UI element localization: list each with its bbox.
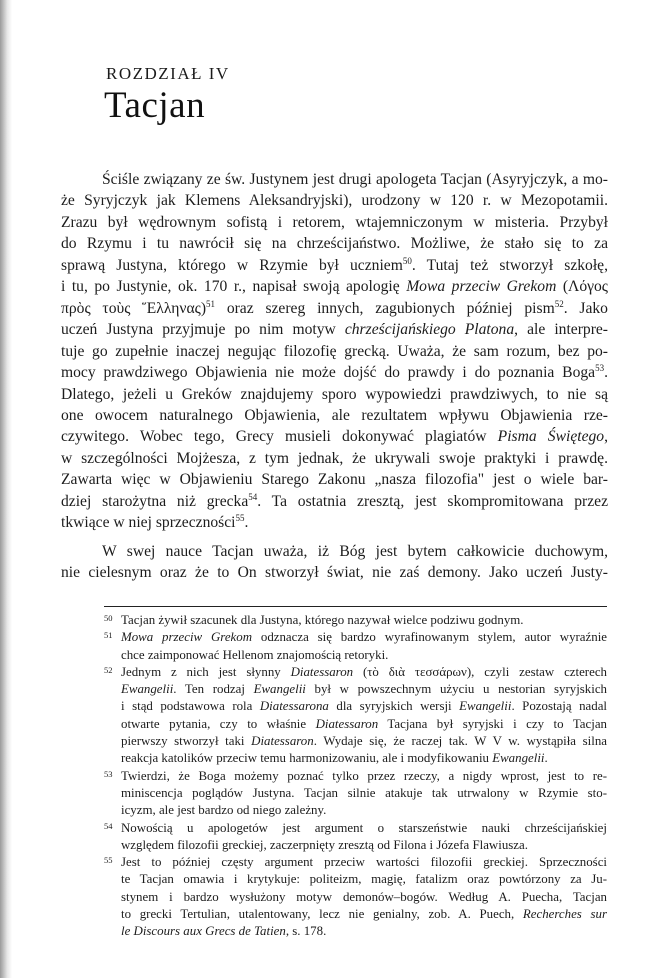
- footnote-54: [104, 820, 607, 855]
- footnote-line: Ewangelii. Ten rodzaj Ewangelii był w powszechnym użyciu u nestorian syryjskich: [121, 682, 607, 697]
- text-line: Zawarta więc w Objawieniu Starego Zakonu „nasza filozofia" jest o wiele bar-: [61, 471, 608, 489]
- text-line: Dlatego, jeżeli u Greków znajdujemy sporo wypowiedzi prawdziwych, to nie są: [61, 385, 608, 403]
- page-gutter-shadow: [0, 0, 12, 978]
- footnote-line: miniscencja poglądów Justyna. Tacjan silnie atakuje tak utrwalony w Rzymie sto-: [121, 785, 607, 800]
- text-line: dziej starożytna niż grecka$^{54}$. Ta ostatnia zresztą, jest skompromitowana przez: [61, 491, 608, 510]
- footnote-ref[interactable]: 52: [554, 298, 564, 309]
- paragraph-2: [61, 541, 608, 584]
- text-line: mocy prawdziwego Objawienia nie może dojść do prawdy i do poznania Boga$^{53}$.: [61, 362, 608, 382]
- footnote-line: Jednym z nich jest słynny Diatessaron (τὸ διὰ τεσσάρων), czyli zestaw czterech: [121, 664, 607, 679]
- chapter-label: ROZDZIAŁ IV: [106, 64, 230, 83]
- footnote-line: Mowa przeciw Grekom odznacza się bardzo wyrafinowanym stylem, autor wyraźnie: [121, 630, 607, 645]
- footnote-line: le Discours aux Grecs de Tatien, s. 178.: [121, 924, 327, 939]
- text-line: Ściśle związany ze św. Justynem jest drugi apologeta Tacjan (Asyryjczyk, a mo-: [102, 171, 608, 188]
- text-line: nie cielesnym oraz że to On stworzył świat, nie zaś demony. Jako uczeń Justy-: [61, 564, 608, 582]
- text-line: sprawą Justyna, którego w Rzymie był uczniem$^{50}$. Tutaj też stworzył szkołę,: [61, 255, 608, 274]
- footnote-line: Twierdzi, że Boga możemy poznać tylko przez rzeczy, a nigdy wprost, jest to re-: [121, 768, 607, 783]
- footnote-number: 50: [104, 613, 113, 623]
- footnote-51: [104, 629, 607, 664]
- footnote-line: te Tacjan omawia i krytykuje: politeizm, magię, fatalizm oraz powtórzony za Ju-: [121, 872, 607, 887]
- footnote-52: [104, 664, 607, 768]
- footnote-ref[interactable]: 54: [248, 491, 258, 502]
- chapter-title: Tacjan: [104, 85, 206, 126]
- text-line: tkwiące w niej sprzeczności$^{55}$.: [61, 513, 249, 532]
- footnote-ref[interactable]: 51: [206, 298, 216, 309]
- footnote-line: względem filozofii greckiej, zaczerpnięty zresztą od Filona i Józefa Flawiusza.: [121, 837, 528, 852]
- text-line: πρὸς τοὺς Ἕλληνας)$^{51}$ oraz szereg innych, zagubionych później pism$^{52}$. Jako: [61, 298, 608, 317]
- paragraph-1: [61, 169, 608, 534]
- text-line: i tu, po Justynie, ok. 170 r., napisał swoją apologię Mowa przeciw Grekom (Λόγος: [61, 278, 608, 296]
- text-line: W swej nauce Tacjan uważa, iż Bóg jest bytem całkowicie duchowym,: [102, 543, 608, 560]
- footnote-55: [104, 854, 607, 940]
- text-line: uczeń Justyna przyjmuje po nim motyw chrześcijańskiego Platona, ale interpre-: [61, 321, 608, 339]
- footnote-50: [104, 612, 607, 629]
- footnote-53: [104, 768, 607, 820]
- footnote-number: 54: [104, 820, 113, 831]
- footnote-line: pierwszy stworzył taki Diatessaron. Wydaje się, że raczej tak. W V w. wystąpiła silna: [121, 734, 607, 749]
- footnote-number: 53: [104, 768, 113, 779]
- text-line: do Rzymu i tu nawrócił się na chrześcijaństwo. Możliwe, że stało się to za: [61, 235, 608, 253]
- text-line: w szczególności Mojżesza, z tym jednak, że ukrywali swoje praktyki i prawdę.: [61, 449, 608, 467]
- footnote-line: i stąd podstawowa rola Diatessarona dla syryjskich wersji Ewangelii. Pozostają nadal: [121, 699, 607, 714]
- footnote-ref[interactable]: 50: [402, 255, 412, 266]
- footnote-line: stynem i bardzo wysłużony motyw demonów–bogów. Według A. Puecha, Tacjan: [121, 889, 607, 904]
- footnote-divider: [104, 606, 607, 607]
- footnote-line: icyzm, ale jest bardzo od niego zależny.: [121, 803, 327, 818]
- footnote-ref[interactable]: 53: [595, 362, 605, 373]
- footnote-number: 51: [104, 630, 113, 641]
- footnote-number: 52: [104, 664, 113, 675]
- footnote-line: Nowością u apologetów jest argument o starszeństwie nauki chrześcijańskiej: [121, 820, 607, 835]
- footnote-number: 55: [104, 855, 113, 866]
- footnote-line: reakcja katolików przeciw temu harmonizowaniu, ale i modyfikowaniu Ewangelii.: [121, 751, 548, 766]
- text-line: czywitego. Wobec tego, Grecy musieli dokonywać plagiatów Pisma Świętego,: [61, 428, 608, 446]
- footnote-line: Tacjan żywił szacunek dla Justyna, którego nazywał wielce podziwu godnym.: [121, 613, 524, 627]
- text-line: tuje go zupełnie inaczej negując filozofię grecką. Uważa, że sam rozum, bez po-: [61, 342, 608, 360]
- footnotes: [104, 612, 607, 941]
- text-line: Zrazu był wędrownym sofistą i retorem, wtajemniczonym w misteria. Przybył: [61, 213, 608, 231]
- footnote-ref[interactable]: 55: [235, 513, 245, 524]
- footnote-line: Jest to później częsty argument przeciw wartości filozofii greckiej. Sprzeczności: [121, 855, 607, 870]
- text-line: że Syryjczyk jak Klemens Aleksandryjski), urodzony w 120 r. w Mezopotamii.: [61, 192, 608, 210]
- footnote-line: otwarte pytania, czy to właśnie Diatessaron Tacjana był syryjski i czy to Tacjan: [121, 716, 607, 731]
- footnote-line: to grecki Tertulian, utalentowany, lecz nie genialny, zob. A. Puech, Recherches sur: [121, 907, 607, 922]
- footnote-line: chce zaimponować Hellenom znajomością retoryki.: [121, 647, 389, 662]
- text-line: one owocem naturalnego Objawienia, ale rezultatem wpływu Objawienia rze-: [61, 406, 608, 424]
